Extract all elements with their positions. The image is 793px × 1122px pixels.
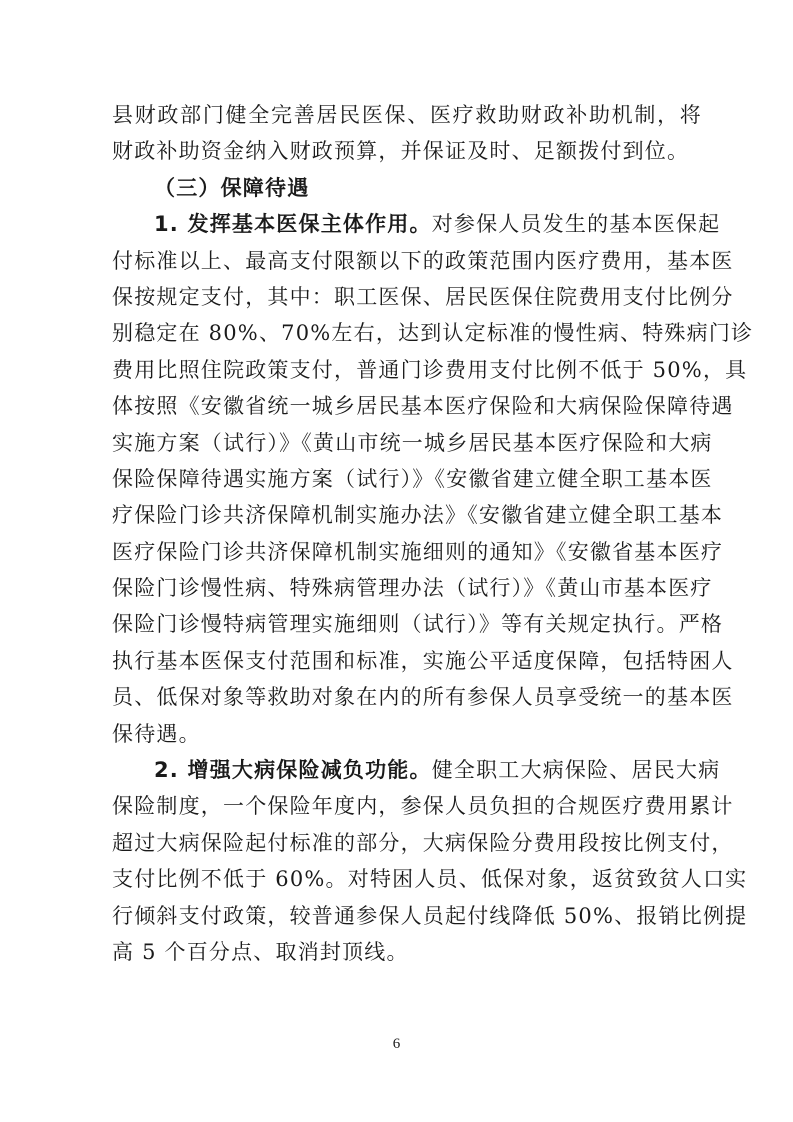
item-text: 健全职工大病保险、居民大病 [431, 758, 721, 783]
paragraph-line: 行倾斜支付政策，较普通参保人员起付线降低 50%、报销比例提 [112, 903, 748, 928]
paragraph-line: 实施方案（试行）》《黄山市统一城乡居民基本医疗保险和大病 [112, 430, 713, 455]
paragraph-line: 保险制度，一个保险年度内，参保人员负担的合规医疗费用累计 [112, 794, 734, 819]
paragraph-line: 高 5 个百分点、取消封顶线。 [112, 939, 409, 964]
paragraph-first-line [112, 752, 721, 788]
item-text: 对参保人员发生的基本医保起 [431, 212, 721, 237]
paragraph-line: 保险门诊慢性病、特殊病管理办法（试行）》《黄山市基本医疗 [112, 576, 713, 601]
paragraph-first-line [112, 206, 721, 242]
body-text [112, 97, 754, 970]
paragraph-line: 别稳定在 80%、70%左右，达到认定标准的慢性病、特殊病门诊 [112, 321, 754, 346]
paragraph-line: 超过大病保险起付标准的部分，大病保险分费用段按比例支付， [112, 830, 734, 855]
paragraph-line: 保按规定支付，其中：职工医保、居民医保住院费用支付比例分 [112, 284, 734, 309]
paragraph-line: 付标准以上、最高支付限额以下的政策范围内医疗费用，基本医 [112, 248, 734, 273]
page-number: 6 [392, 1036, 401, 1052]
paragraph-line: 支付比例不低于 60%。对特困人员、低保对象，返贫致贫人口实 [112, 867, 748, 892]
paragraph-line: 保险保障待遇实施方案（试行）》《安徽省建立健全职工基本医 [112, 466, 713, 491]
paragraph-line: 费用比照住院政策支付，普通门诊费用支付比例不低于 50%，具 [112, 357, 748, 382]
item-title: 1. 发挥基本医保主体作用。 [154, 212, 432, 237]
paragraph-line: 执行基本医保支付范围和标准，实施公平适度保障，包括特困人 [112, 648, 734, 673]
paragraph-line: 医疗保险门诊共济保障机制实施细则的通知》《安徽省基本医疗 [112, 539, 724, 564]
section-heading: （三）保障待遇 [154, 175, 310, 200]
paragraph-line: 员、低保对象等救助对象在内的所有参保人员享受统一的基本医 [112, 685, 734, 710]
paragraph-line: 疗保险门诊共济保障机制实施办法》《安徽省建立健全职工基本 [112, 503, 724, 528]
paragraph-line: 县财政部门健全完善居民医保、医疗救助财政补助机制，将 [112, 103, 702, 127]
item-title: 2. 增强大病保险减负功能。 [154, 758, 432, 783]
paragraph-line: 保险门诊慢特病管理实施细则（试行）》等有关规定执行。严格 [112, 612, 724, 637]
paragraph-line: 财政补助资金纳入财政预算，并保证及时、足额拨付到位。 [112, 139, 690, 164]
paragraph-line: 保待遇。 [112, 721, 201, 746]
paragraph-line: 体按照《安徽省统一城乡居民基本医疗保险和大病保险保障待遇 [112, 394, 734, 419]
